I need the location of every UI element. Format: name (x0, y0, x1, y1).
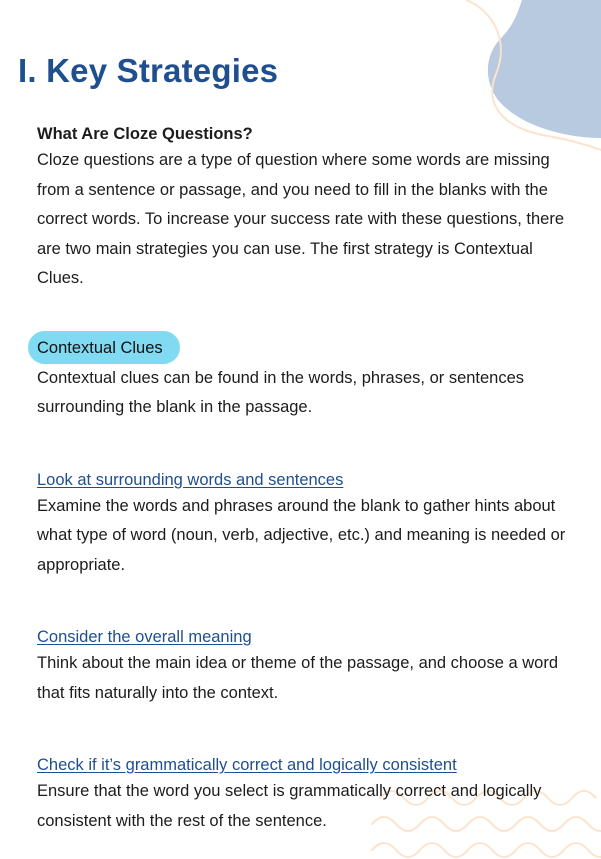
tip-paragraph-meaning: Think about the main idea or theme of the passage, and choose a word that fits naturally into the context. (37, 654, 558, 702)
top-right-blob (488, 0, 601, 138)
tip-heading-grammar: Check if it’s grammatically correct and logically consistent (37, 756, 457, 774)
contextual-clues-label: Contextual Clues (28, 331, 180, 364)
tip-heading-meaning: Consider the overall meaning (37, 628, 252, 646)
tip-heading-surrounding: Look at surrounding words and sentences (37, 470, 344, 489)
intro-paragraph: Cloze questions are a type of question where some words are missing from a sentence or passage, and you need to fill in the blanks with the correct words. To increase your success rate with these questions, there are two main strategies you can use. The first strategy is Contextual Clues. (37, 151, 565, 287)
tip-paragraph-surrounding: Examine the words and phrases around the blank to gather hints about what type of word (noun, verb, adjective, etc.) and meaning is needed or appropriate. (37, 496, 566, 574)
page-title: I. Key Strategies (18, 52, 279, 89)
contextual-paragraph: Contextual clues can be found in the words, phrases, or sentences surrounding the blank in the passage. (37, 368, 525, 416)
intro-heading: What Are Cloze Questions? (37, 125, 253, 143)
content (37, 122, 567, 836)
tip-paragraph-grammar: Ensure that the word you select is grammatically correct and logically consistent with the rest of the sentence. (37, 782, 542, 830)
